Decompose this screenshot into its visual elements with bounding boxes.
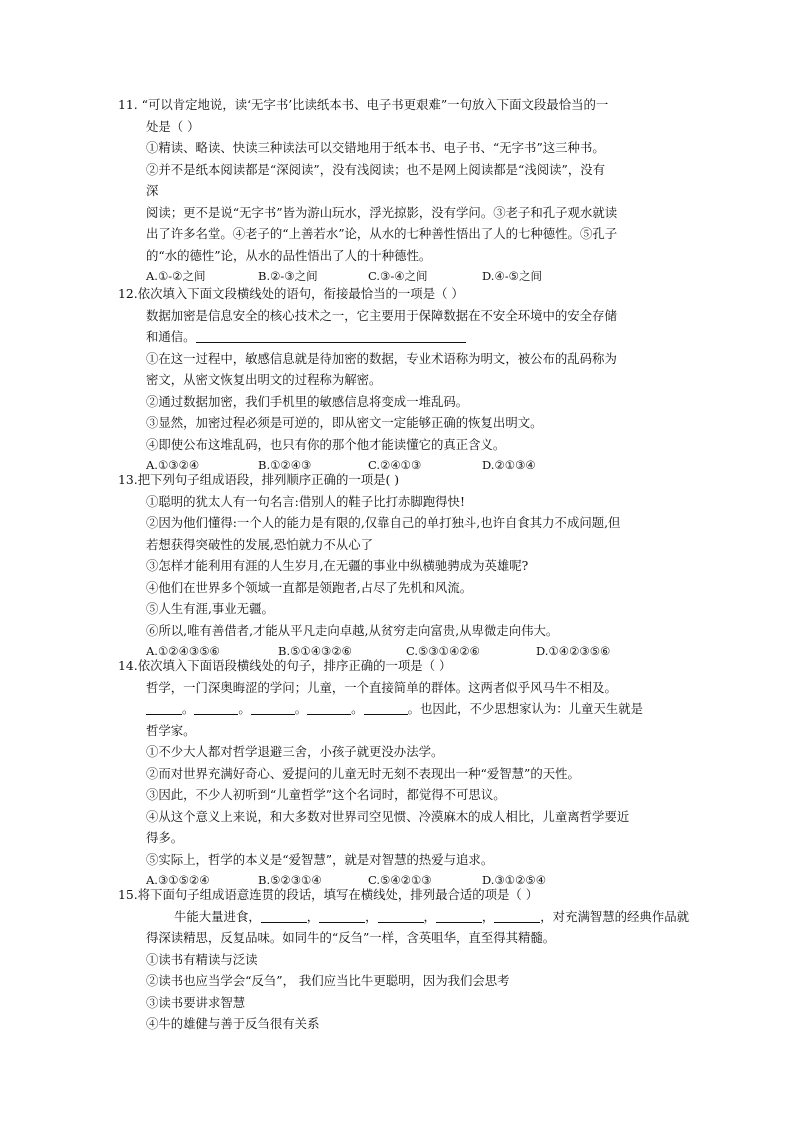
q13-line: ①聪明的犹太人有一句名言:借别人的鞋子比打赤脚跑得快! <box>146 493 465 509</box>
q13-line: ⑥所以,唯有善借者,才能从平凡走向卓越,从贫穷走向富贵,从卑微走向伟大。 <box>146 622 559 638</box>
q13-option-d[interactable]: D.①④②③⑤⑥ <box>536 644 611 658</box>
q14-line: 哲学，一门深奥晦涩的学问；儿童，一个直接简单的群体。这两者似乎风马牛不相及。 <box>146 679 617 695</box>
q12-stem: 12.依次填入下面文段横线处的语句，衔接最恰当的一项是（ ） <box>118 286 464 301</box>
q14-blanks-line: 。 。 。 。 。也因此，不少思想家认为：儿童天生就是 <box>118 698 708 720</box>
q14-line: ②而对世界充满好奇心、爱提问的儿童无时无刻不表现出一种“爱智慧”的天性。 <box>146 765 580 781</box>
q14-line: ①不少大人都对哲学退避三舍，小孩子就更没办法学。 <box>146 744 444 759</box>
q13-line: ②因为他们懂得:一个人的能力是有限的,仅靠自己的单打独斗,也许自食其力不成问题,但 <box>146 515 621 530</box>
q11-line: 出了许多名堂。④老子的“上善若水”论，从水的七种善性悟出了人的七种德性。⑤孔子 <box>146 226 618 241</box>
q12-line: ③显然，加密过程必须是可逆的，即从密文一定能够正确的恢复出明文。 <box>146 415 543 430</box>
q12-line: 密文，从密文恢复出明文的过程称为解密。 <box>146 372 382 387</box>
q15-blank-5[interactable] <box>494 908 540 923</box>
q15-tail-text: ，对充满智慧的经典作品就 <box>540 908 689 924</box>
q15-blank-2[interactable] <box>319 908 365 923</box>
q11-option-d[interactable]: D.④-⑤之间 <box>482 269 542 283</box>
q14-blank-2[interactable] <box>194 700 238 715</box>
q13-option-c[interactable]: C.⑤③①④②⑥ <box>406 644 480 658</box>
q13-line: ③怎样才能利用有涯的人生岁月,在无疆的事业中纵横驰骋成为英雄呢? <box>146 558 529 573</box>
q12-line: ②通过数据加密，我们手机里的敏感信息将变成一堆乱码。 <box>146 393 469 409</box>
q11-line: ②并不是纸本阅读都是“深阅读”，没有浅阅读；也不是网上阅读都是“浅阅读”，没有 <box>146 161 606 177</box>
q14-line: ⑤实际上，哲学的本义是“爱智慧”，就是对智慧的热爱与追求。 <box>146 851 494 867</box>
q15-blanks-line: 牛能大量进食， ， ， ， ， ，对充满智慧的经典作品就 <box>174 908 689 924</box>
question-13 <box>118 469 708 663</box>
question-15 <box>118 884 708 1035</box>
q12-line-text: 和通信。 <box>146 329 196 344</box>
question-12 <box>118 283 708 477</box>
q11-line: ①精读、略读、快读三种读法可以交错地用于纸本书、电子书、“无字书”这三种书。 <box>146 140 605 155</box>
question-14 <box>118 655 708 892</box>
q11-line: 阅读；更不是说“无字书”皆为游山玩水，浮光掠影，没有学问。③老子和孔子观水就读 <box>146 204 618 220</box>
q13-option-b[interactable]: B.⑤①④③②⑥ <box>278 644 352 658</box>
q12-option-a[interactable]: A.①③②④ <box>146 458 200 472</box>
q12-line: ①在这一过程中，敏感信息就是待加密的数据，专业术语称为明文，被公布的乱码称为 <box>146 350 617 366</box>
q12-line: 数据加密是信息安全的核心技术之一，它主要用于保障数据在不安全环境中的安全存储 <box>146 307 617 323</box>
q13-stem: 13.把下列句子组成语段，排列顺序正确的一项是( ) <box>118 472 400 487</box>
question-11 <box>118 94 708 288</box>
q15-lead-text: 牛能大量进食， <box>174 908 261 924</box>
q11-line: 深 <box>146 183 159 198</box>
q15-line: ①读书有精读与泛读 <box>146 951 258 967</box>
q12-line <box>118 326 708 348</box>
q15-line: ②读书也应当学会“反刍”， 我们应当比牛更聪明，因为我们会思考 <box>146 973 510 988</box>
q14-line: 哲学家。 <box>146 722 196 738</box>
q14-option-c[interactable]: C.⑤④②①③ <box>368 873 432 887</box>
q14-option-b[interactable]: B.⑤②③①④ <box>258 873 322 887</box>
q15-stem: 15.将下面句子组成语意连贯的段话，填写在横线处，排列最合适的项是（ ） <box>118 887 539 902</box>
q15-line: ④牛的雄健与善于反刍很有关系 <box>146 1016 320 1031</box>
q11-line: 11. “可以肯定地说，读‘无字书’比读纸本书、电子书更艰难”一句放入下面文段最恰当的一 <box>118 97 609 112</box>
q15-line: 得深读精思，反复品味。如同牛的“反刍”一样，含英咀华，直至得其精髓。 <box>146 930 556 945</box>
q12-option-c[interactable]: C.②④①③ <box>368 458 422 472</box>
q15-blank-1[interactable] <box>261 908 307 923</box>
q14-blank-5[interactable] <box>364 700 408 715</box>
q15-blank-4[interactable] <box>436 908 482 923</box>
q14-blank-3[interactable] <box>251 700 295 715</box>
q15-line: ③读书要讲求智慧 <box>146 994 246 1010</box>
q14-line: ④从这个意义上来说，和大多数对世界司空见惯、冷漠麻木的成人相比，儿童离哲学要近 <box>146 808 630 824</box>
q12-option-d[interactable]: D.②①③④ <box>482 458 536 472</box>
q12-line: ④即使公布这堆乱码，也只有你的那个他才能读懂它的真正含义。 <box>146 436 506 452</box>
q14-line: ③因此，不少人初听到“儿童哲学”这个名词时，都觉得不可思议。 <box>146 787 506 802</box>
q14-blank-1[interactable] <box>146 700 182 715</box>
q11-line: 的“水的德性”论，从水的品性悟出了人的十种德性。 <box>146 247 432 263</box>
q11-option-c[interactable]: C.③-④之间 <box>368 269 428 283</box>
q14-blank-4[interactable] <box>307 700 351 715</box>
q15-blank-3[interactable] <box>378 908 424 923</box>
q14-option-a[interactable]: A.③①⑤②④ <box>146 873 210 887</box>
q14-line-text: 。也因此，不少思想家认为：儿童天生就是 <box>407 701 643 716</box>
q13-line: 若想获得突破性的发展,恐怕就力不从心了 <box>146 536 373 552</box>
q13-line: ⑤人生有涯,事业无疆。 <box>146 601 274 616</box>
q14-stem: 14.依次填入下面语段横线处的句子，排序正确的一项是（ ） <box>118 658 452 673</box>
q12-option-b[interactable]: B.①②④③ <box>258 458 312 472</box>
q12-blank[interactable] <box>196 328 466 343</box>
q11-option-a[interactable]: A.①-②之间 <box>146 269 206 283</box>
q11-option-b[interactable]: B.②-③之间 <box>258 269 318 283</box>
q13-option-a[interactable]: A.①②④③⑤⑥ <box>146 644 220 658</box>
q14-line: 得多。 <box>146 830 184 845</box>
q13-line: ④他们在世界多个领域一直都是领跑者,占尽了先机和风流。 <box>146 579 473 595</box>
q11-line: 处是（ ） <box>146 118 200 134</box>
q14-option-d[interactable]: D.③①②⑤④ <box>482 873 547 887</box>
